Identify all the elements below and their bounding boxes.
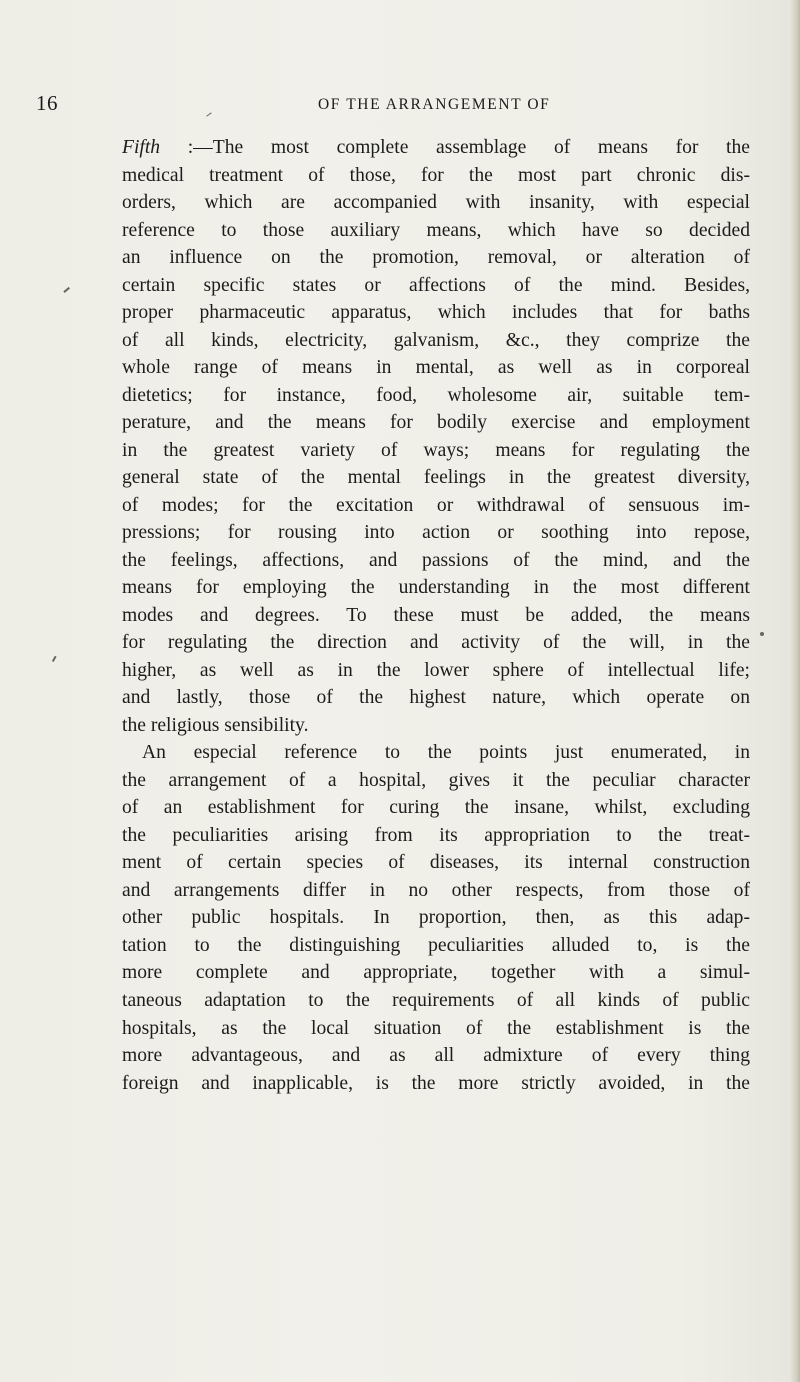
text-line: dietetics; for instance, food, wholesome air, suitable tem- <box>122 384 750 406</box>
text-line: general state of the mental feelings in the greatest diversity, <box>122 467 750 489</box>
text-line: reference to those auxiliary means, which have so decided <box>122 219 750 241</box>
margin-mark <box>52 656 56 662</box>
text-line: tation to the distinguishing peculiarities alluded to, is the <box>122 934 750 956</box>
text-line: Fifth :—The most complete assemblage of means for the <box>122 137 750 158</box>
page-header <box>0 91 800 121</box>
text-line: of an establishment for curing the insane, whilst, excluding <box>122 797 750 819</box>
text-line: the peculiarities arising from its appropriation to the treat- <box>122 824 750 846</box>
text-line: An especial reference to the points just enumerated, in <box>142 742 750 764</box>
text-line: other public hospitals. In proportion, then, as this adap- <box>122 907 750 929</box>
margin-mark <box>760 632 764 636</box>
text-line: of all kinds, electricity, galvanism, &c., they comprize the <box>122 329 750 351</box>
text-line: the religious sensibility. <box>122 714 309 736</box>
text-line: higher, as well as in the lower sphere of intellectual life; <box>122 659 750 681</box>
text-line: means for employing the understanding in the most different <box>122 577 750 599</box>
text-line: more complete and appropriate, together with a simul- <box>122 962 750 984</box>
text-line: and arrangements differ in no other respects, from those of <box>122 879 750 901</box>
text-line: more advantageous, and as all admixture of every thing <box>122 1045 750 1067</box>
margin-mark <box>63 287 69 293</box>
text-line: ment of certain species of diseases, its internal construction <box>122 852 750 874</box>
text-line: hospitals, as the local situation of the establishment is the <box>122 1017 750 1039</box>
text-line: whole range of means in mental, as well as in corporeal <box>122 357 750 379</box>
text-line: in the greatest variety of ways; means for regulating the <box>122 439 750 461</box>
text-line: certain specific states or affections of the mind. Besides, <box>122 274 750 296</box>
running-head: OF THE ARRANGEMENT OF <box>318 96 551 113</box>
text-line: modes and degrees. To these must be added, the means <box>122 604 750 626</box>
text-line: taneous adaptation to the requirements of all kinds of public <box>122 989 750 1011</box>
text-line: pressions; for rousing into action or soothing into repose, <box>122 522 750 544</box>
text-line: an influence on the promotion, removal, or alteration of <box>122 247 750 269</box>
text-line: of modes; for the excitation or withdrawal of sensuous im- <box>122 494 750 516</box>
text-line: the arrangement of a hospital, gives it the peculiar character <box>122 769 750 791</box>
text-line: and lastly, those of the highest nature, which operate on <box>122 687 750 709</box>
paragraph-lead: Fifth <box>122 137 161 158</box>
text-line: orders, which are accompanied with insanity, with especial <box>122 192 750 214</box>
text-line: proper pharmaceutic apparatus, which includes that for baths <box>122 302 750 324</box>
body-text <box>122 134 750 1097</box>
text-line: the feelings, affections, and passions of the mind, and the <box>122 549 750 571</box>
text-line: perature, and the means for bodily exercise and employment <box>122 412 750 434</box>
text-line: for regulating the direction and activity of the will, in the <box>122 632 750 654</box>
page-edge-shadow <box>790 0 800 1382</box>
text-line: medical treatment of those, for the most part chronic dis- <box>122 164 750 186</box>
text-line: foreign and inapplicable, is the more strictly avoided, in the <box>122 1072 750 1094</box>
page-number: 16 <box>36 91 58 115</box>
